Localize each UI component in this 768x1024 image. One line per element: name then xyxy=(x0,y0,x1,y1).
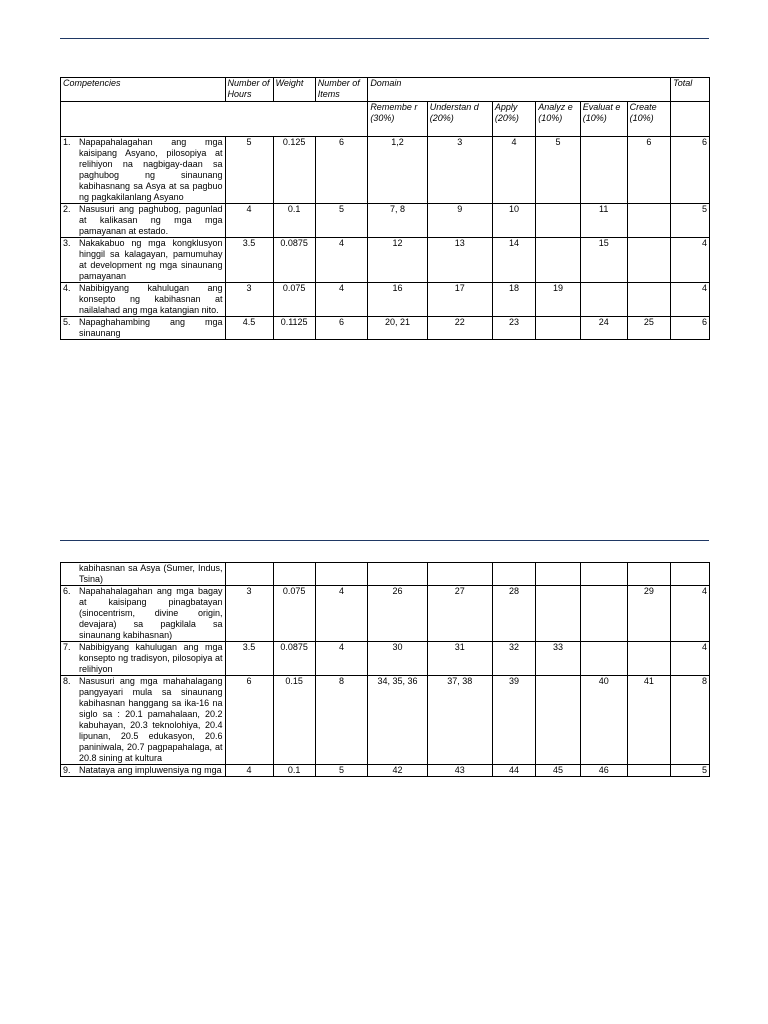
cell-total: 5 xyxy=(671,204,710,238)
table-row xyxy=(61,642,710,676)
cell-remember: 42 xyxy=(368,765,427,777)
header-weight: Weight xyxy=(273,78,315,102)
cell-create: 25 xyxy=(627,317,670,340)
competency-cell xyxy=(61,586,226,642)
cell-weight: 0.15 xyxy=(273,676,315,765)
cell-analyze xyxy=(536,586,581,642)
competency-text: Nakakabuo ng mga kongklusyon hinggil sa kalagayan, pamumuhay at development ng mga sinaunang pamayanan xyxy=(79,238,223,281)
competency-text: Natataya ang impluwensiya ng mga xyxy=(79,765,222,775)
cell-weight: 0.075 xyxy=(273,283,315,317)
cell-analyze xyxy=(536,204,581,238)
competency-cell xyxy=(61,283,226,317)
competency-text: Nasusuri ang mga mahahalagang pangyayari mula sa sinaunang kabihasnan hanggang sa ika-16 na siglo sa : 20.1 pamahalaan, 20.2 kabuhayan, 20.3 teknolohiya, 20.4 lipunan, 20.5 edukasyon, 20.6 paniniwala, 20.7 pagpapahalaga, at 20.8 sining at kultura xyxy=(79,676,223,763)
cell-create xyxy=(627,642,670,676)
competency-cell xyxy=(61,317,226,340)
cell-weight: 0.1 xyxy=(273,765,315,777)
competency-text: Napaghahambing ang mga sinaunang xyxy=(79,317,223,338)
cell-evaluate xyxy=(580,642,627,676)
header-total-blank xyxy=(671,102,710,137)
cell-evaluate xyxy=(580,137,627,204)
cell-understand: 3 xyxy=(427,137,492,204)
competency-number: 2. xyxy=(63,204,71,214)
cell-remember: 16 xyxy=(368,283,427,317)
cell-apply: 39 xyxy=(492,676,535,765)
cell-analyze xyxy=(536,317,581,340)
cell-hours: 6 xyxy=(225,676,273,765)
header-blank xyxy=(61,102,368,137)
cell-items: 5 xyxy=(315,765,368,777)
cell-apply: 28 xyxy=(492,586,535,642)
cell-hours: 3.5 xyxy=(225,642,273,676)
cell-create xyxy=(627,765,670,777)
cell-hours: 3 xyxy=(225,586,273,642)
header-items: Number of Items xyxy=(315,78,368,102)
cell-hours: 4.5 xyxy=(225,317,273,340)
table-row xyxy=(61,204,710,238)
cell-apply xyxy=(492,563,535,586)
header-domain-analyze xyxy=(536,102,581,137)
domain-pct: (10%) xyxy=(629,113,654,123)
cell-apply: 44 xyxy=(492,765,535,777)
cell-understand: 43 xyxy=(427,765,492,777)
competency-number: 3. xyxy=(63,238,71,248)
cell-items xyxy=(315,563,368,586)
cell-analyze: 5 xyxy=(536,137,581,204)
cell-remember: 34, 35, 36 xyxy=(368,676,427,765)
table-row xyxy=(61,137,710,204)
cell-hours: 4 xyxy=(225,765,273,777)
table-row xyxy=(61,238,710,283)
cell-total: 5 xyxy=(671,765,710,777)
domain-name: Evaluat e xyxy=(582,102,621,112)
cell-weight: 0.075 xyxy=(273,586,315,642)
cell-hours: 4 xyxy=(225,204,273,238)
cell-hours xyxy=(225,563,273,586)
header-domain-apply xyxy=(492,102,535,137)
cell-weight xyxy=(273,563,315,586)
cell-create xyxy=(627,283,670,317)
competency-number: 1. xyxy=(63,137,71,147)
competency-cell xyxy=(61,765,226,777)
table-row xyxy=(61,317,710,340)
competency-text: Nabibigyang kahulugan ang konsepto ng kabihasnan at nailalahad ang mga katangian nito. xyxy=(79,283,223,315)
cell-understand: 9 xyxy=(427,204,492,238)
domain-name: Understan d xyxy=(429,102,479,112)
cell-items: 4 xyxy=(315,238,368,283)
cell-total: 6 xyxy=(671,137,710,204)
cell-remember: 12 xyxy=(368,238,427,283)
cell-items: 4 xyxy=(315,642,368,676)
competency-number: 5. xyxy=(63,317,71,327)
competency-number: 8. xyxy=(63,676,71,686)
cell-create xyxy=(627,204,670,238)
domain-pct: (10%) xyxy=(582,113,607,123)
cell-understand: 37, 38 xyxy=(427,676,492,765)
cell-analyze: 19 xyxy=(536,283,581,317)
cell-create: 6 xyxy=(627,137,670,204)
cell-weight: 0.0875 xyxy=(273,238,315,283)
cell-analyze xyxy=(536,563,581,586)
cell-understand: 13 xyxy=(427,238,492,283)
cell-hours: 3.5 xyxy=(225,238,273,283)
cell-understand: 22 xyxy=(427,317,492,340)
cell-items: 8 xyxy=(315,676,368,765)
domain-pct: (10%) xyxy=(538,113,563,123)
cell-evaluate: 11 xyxy=(580,204,627,238)
cell-total: 4 xyxy=(671,642,710,676)
competency-text: kabihasnan sa Asya (Sumer, Indus, Tsina) xyxy=(79,563,223,584)
domain-pct: (20%) xyxy=(494,113,519,123)
domain-name: Analyz e xyxy=(538,102,573,112)
cell-weight: 0.1125 xyxy=(273,317,315,340)
cell-items: 6 xyxy=(315,317,368,340)
cell-analyze xyxy=(536,238,581,283)
competency-number: 9. xyxy=(63,765,71,775)
domain-pct: (30%) xyxy=(370,113,395,123)
cell-total xyxy=(671,563,710,586)
cell-understand: 27 xyxy=(427,586,492,642)
table-row xyxy=(61,283,710,317)
competency-text: Napahahalagahan ang mga bagay at kaisipang pinagbatayan (sinocentrism, divine origin, devajara) sa pagkilala sa sinaunang kabihasnan) xyxy=(79,586,223,640)
table-row xyxy=(61,765,710,777)
cell-apply: 23 xyxy=(492,317,535,340)
cell-hours: 5 xyxy=(225,137,273,204)
header-hours: Number of Hours xyxy=(225,78,273,102)
cell-analyze: 45 xyxy=(536,765,581,777)
header-domain-remember xyxy=(368,102,427,137)
cell-items: 4 xyxy=(315,283,368,317)
competency-number: 6. xyxy=(63,586,71,596)
competency-cell xyxy=(61,238,226,283)
competency-cell xyxy=(61,642,226,676)
domain-pct: (20%) xyxy=(429,113,454,123)
competency-cell xyxy=(61,676,226,765)
competency-number: 7. xyxy=(63,642,71,652)
cell-understand xyxy=(427,563,492,586)
cell-apply: 10 xyxy=(492,204,535,238)
cell-total: 8 xyxy=(671,676,710,765)
table-of-specification-continued xyxy=(60,562,710,777)
competency-text: Nabibigyang kahulugan ang mga konsepto ng tradisyon, pilosopiya at relihiyon xyxy=(79,642,223,674)
competency-text: Nasusuri ang paghubog, pagunlad at kalikasan ng mga mga pamayanan at estado. xyxy=(79,204,223,236)
header-total: Total xyxy=(671,78,710,102)
cell-hours: 3 xyxy=(225,283,273,317)
competency-cell xyxy=(61,563,226,586)
cell-remember: 1,2 xyxy=(368,137,427,204)
domain-name: Remembe r xyxy=(370,102,418,112)
cell-total: 6 xyxy=(671,317,710,340)
page-header-rule xyxy=(60,540,709,541)
cell-evaluate: 15 xyxy=(580,238,627,283)
cell-weight: 0.125 xyxy=(273,137,315,204)
table-row xyxy=(61,676,710,765)
cell-create xyxy=(627,563,670,586)
header-domain-understand xyxy=(427,102,492,137)
cell-apply: 18 xyxy=(492,283,535,317)
header-domain-evaluate xyxy=(580,102,627,137)
competency-number: 4. xyxy=(63,283,71,293)
cell-remember xyxy=(368,563,427,586)
competency-cell xyxy=(61,137,226,204)
cell-create: 29 xyxy=(627,586,670,642)
cell-understand: 31 xyxy=(427,642,492,676)
cell-total: 4 xyxy=(671,238,710,283)
cell-create: 41 xyxy=(627,676,670,765)
competency-cell xyxy=(61,204,226,238)
cell-understand: 17 xyxy=(427,283,492,317)
cell-weight: 0.0875 xyxy=(273,642,315,676)
table-of-specification xyxy=(60,77,710,340)
cell-remember: 20, 21 xyxy=(368,317,427,340)
domain-name: Apply xyxy=(494,102,518,112)
cell-items: 6 xyxy=(315,137,368,204)
domain-name: Create xyxy=(629,102,657,112)
cell-evaluate: 46 xyxy=(580,765,627,777)
table-row xyxy=(61,563,710,586)
cell-items: 4 xyxy=(315,586,368,642)
cell-create xyxy=(627,238,670,283)
cell-remember: 30 xyxy=(368,642,427,676)
header-domain-create xyxy=(627,102,670,137)
cell-remember: 26 xyxy=(368,586,427,642)
cell-apply: 14 xyxy=(492,238,535,283)
cell-remember: 7, 8 xyxy=(368,204,427,238)
cell-evaluate: 40 xyxy=(580,676,627,765)
cell-apply: 4 xyxy=(492,137,535,204)
cell-evaluate xyxy=(580,586,627,642)
cell-evaluate: 24 xyxy=(580,317,627,340)
header-competencies: Competencies xyxy=(61,78,226,102)
page-header-rule xyxy=(60,38,709,39)
cell-evaluate xyxy=(580,283,627,317)
cell-items: 5 xyxy=(315,204,368,238)
cell-analyze xyxy=(536,676,581,765)
table-row xyxy=(61,586,710,642)
competency-text: Napapahalagahan ang mga kaisipang Asyano, pilosopiya at relihiyon na nagbigay-daan sa paghubog ng sinaunang kabihasnang sa Asya at sa pagbuo ng pagkakilanlang Asyano xyxy=(79,137,223,202)
cell-evaluate xyxy=(580,563,627,586)
cell-weight: 0.1 xyxy=(273,204,315,238)
cell-analyze: 33 xyxy=(536,642,581,676)
cell-total: 4 xyxy=(671,586,710,642)
cell-apply: 32 xyxy=(492,642,535,676)
cell-total: 4 xyxy=(671,283,710,317)
header-domain: Domain xyxy=(368,78,671,102)
